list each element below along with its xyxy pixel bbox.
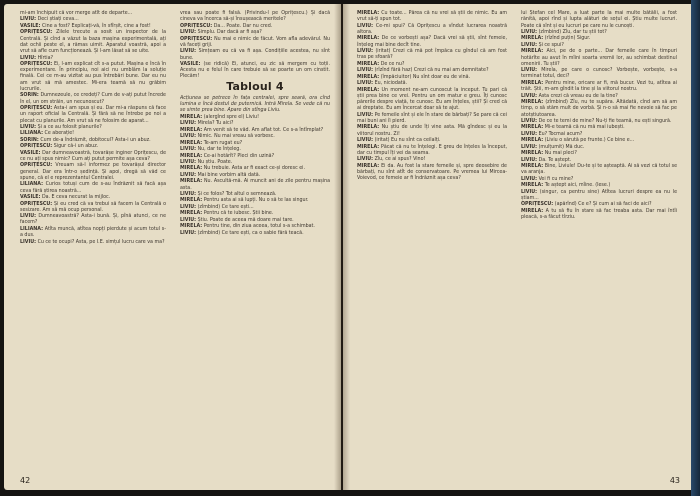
dialogue-line [20,137,166,143]
speaker-name: VASILE: [20,149,41,156]
speaker-name: LIVIU: [521,188,538,195]
dialogue-line [521,93,677,99]
speaker-name: MIRELA: [357,10,380,16]
dialogue-line [20,29,166,54]
dialogue-line [180,191,330,197]
right-page-column-2 [521,10,677,456]
dialogue-text: (zîmbind) Zîu, nu te supăra. Altădată, cînd am să am timp, o să stăm mult de vorbă. Și n-o să mai fie nevoie să fac pe atotștiutoarea. [521,99,677,118]
dialogue-text: Eu? Tocmai acum? [538,130,583,137]
dialogue-text: (zîmbind) Ce tare ești, ca o sabie fără teacă. [197,229,304,236]
speaker-name: LILIANA: [20,181,43,188]
dialogue-line [20,201,166,214]
dialogue-text: lui Ștefan cel Mare, a luat parte la mai multe bătălii, a fost rănită, apoi rînd și lupta alături de soțul ei. Știu multe lucruri. Poate că sînt și eu lucruri pe care nu le cunoști. [521,10,677,29]
dialogue-text: Da. Te aștept. [538,156,572,163]
dialogue-line [20,23,166,29]
dialogue-text: Mirela? Tu aici? [197,120,234,127]
dialogue-line [20,143,166,149]
dialogue-line [357,87,507,112]
dialogue-line [521,67,677,80]
dialogue-text: Și a ce au folosit planurile? [37,124,102,130]
dialogue-text: (iritat) Eu nu sînt ca ceilalți. [374,137,441,144]
speaker-name: LIVIU: [521,67,538,74]
dialogue-line [20,61,166,92]
dialogue-text: (alergînd spre el) Liviu! [203,113,259,120]
speaker-name: LIVIU: [180,146,197,153]
book-cover-edge [691,0,700,496]
dialogue-line [357,48,507,61]
dialogue-text: Mai bine vorbim altă dată. [197,171,261,178]
dialogue-line [521,10,677,29]
dialogue-line [180,217,330,223]
right-page-number: 43 [669,476,680,485]
dialogue-line [180,159,330,165]
dialogue-line [180,120,330,126]
dialogue-text: Dar dumneavoastră, tovarășe inginer Oprițescu, de ce nu ați spus nimic? Cum ați putut permite așa ceva? [20,149,166,162]
dialogue-text: Eu, niciodată. [374,80,408,87]
speaker-name: VASILE: [180,60,201,67]
speaker-name: LIVIU: [180,190,197,197]
dialogue-text: Curios totuși cum de s-au îndrăznit să facă așa ceva fără știrea noastră... [20,181,166,194]
dialogue-text: Acțiunea se petrece în fața centralei, spre seară, ora cînd lumina e încă destul de puternică. Intră Mirela. Se vede că nu se simte prea bine. Apare din stînga Liviu. [180,94,330,114]
left-page-column-2 [180,10,330,456]
dialogue-text: Asta crezi că vreau eu de la tine? [538,92,618,99]
dialogue-line [180,95,330,114]
left-page-column-1 [20,10,166,456]
dialogue-text: De ce vorbești așa? Dacă vrei să știi, sînt femeie, înțeleg mai bine decît tine. [357,35,507,48]
dialogue-text: (împăciuitor) Nu sînt doar eu de vină. [380,73,471,80]
dialogue-text: Deci știați ceva... [37,16,79,23]
dialogue-line [521,208,677,221]
dialogue-text: (zîmbind) Ce tare ești... [197,203,254,210]
dialogue-line [180,172,330,178]
dialogue-line [521,118,677,124]
speaker-name: LIVIU: [521,143,538,150]
dialogue-line [20,213,166,226]
speaker-name: LIVIU: [521,117,538,124]
speaker-name: LIVIU: [20,124,37,130]
speaker-name: MIRELA: [357,60,380,67]
speaker-name: MIRELA: [180,152,203,159]
dialogue-text: Ce-ai hotărît? Pleci din uzină? [203,152,275,159]
dialogue-text: (rîzînd puțin) Sigur. [544,35,591,42]
speaker-name: MIRELA: [357,86,380,93]
dialogue-text: Păcat că nu te înțelegi. E greu de înțeles la început, dar cu timpul îți vei da seama. [357,143,507,156]
dialogue-line [521,163,677,176]
dialogue-text: Zilele trecute a sosit un inspector de la Centrală. Și cînd a văzut la baza mașina experimentală, ați dat ochii peste el, a rămas uimit. Aparatul voastră, apoi a vrut să afle cum funcționează. Și l-am lăsat să se uite. [20,29,166,55]
speaker-name: MIRELA: [521,207,544,214]
dialogue-text: Mirela, pe care o cunosc? Vorbește, vorbește, s-a terminat totul, deci? [521,67,677,80]
dialogue-text: Te aștept aici, mîine. (Iese.) [544,182,611,189]
dialogue-line [180,61,330,80]
dialogue-line [180,223,330,229]
dialogue-text: (se ridică) Ei, atunci, eu zic să mergem cu toții. Acesta nu e felul în care trebuie să se poarte un om cinstit. Plecăm! [180,60,330,80]
dialogue-line [20,226,166,239]
dialogue-line [20,124,166,130]
dialogue-text: Ei da. Au fost la stare femeile și, spre deosebire de bărbați, nu sînt atît de conservatoare. Pe vremea lui Mircea-Voievod, ce femeie ar fi îndrăznit așa ceva? [357,162,507,182]
dialogue-line [180,165,330,171]
speaker-name: LIVIU: [357,137,374,144]
dialogue-line [180,210,330,216]
dialogue-text: Dumneavoastră? Asta-i bună. Și, pînă atunci, ce ne facem? [20,213,166,226]
speaker-name: LIVIU: [521,92,538,99]
speaker-name: LIVIU: [357,67,374,74]
dialogue-text: A tu să fiu în stare să fac treaba asta. Dar mai întîi pleacă, s-a făcut tîrziu. [521,207,677,220]
dialogue-line [180,230,330,236]
dialogue-text: Cum de-a îndrăznit, dobitocul? Asta-i un abuz. [40,136,151,143]
dialogue-line [20,239,166,245]
speaker-name: VASILE: [20,194,41,201]
dialogue-line [20,194,166,200]
dialogue-line [357,137,507,143]
dialogue-line [357,10,507,23]
dialogue-line [180,204,330,210]
speaker-name: MIRELA: [357,162,380,169]
dialogue-line [20,16,166,22]
speaker-name: MIRELA: [521,35,544,42]
dialogue-line [180,153,330,159]
speaker-name: LIVIU: [180,133,197,140]
speaker-name: MIRELA: [180,178,203,185]
speaker-name: MIRELA: [357,124,380,131]
dialogue-text: Da. E ceva necurat la mijloc. [41,194,111,201]
speaker-name: MIRELA: [521,99,544,105]
dialogue-line [521,48,677,67]
dialogue-line [521,201,677,207]
dialogue-text: Atîta muncă, atîtea nopți pierdute și acum totul s-a dus. [20,225,166,239]
speaker-name: LIVIU: [521,175,538,182]
dialogue-text: Nu știu. Poate. [197,158,233,165]
dialogue-text: (apărînd) Ce e? Și cum ai să faci de aici? [554,201,652,208]
dialogue-text: Și ce spui? [538,41,564,48]
dialogue-text: Zîu, ce ai spus? Vino! [374,156,426,163]
speaker-name: MIRELA: [180,197,203,204]
dialogue-line [180,114,330,120]
dialogue-text: Vreuam să-l informez pe tovarășul director general. Dar era într-o ședință. Și apoi, dregă să văd ce spune, că el e reprezentantul Centralei. [20,162,166,181]
dialogue-text: Nu știu de unde îți vine asta. Mă gîndesc și eu la viitorul nostru. Zi! [357,124,507,137]
dialogue-line [20,181,166,194]
dialogue-line [180,48,330,61]
dialogue-line [180,29,330,35]
dialogue-text: Vei fi cu mine? [538,175,574,182]
speaker-name: LIVIU: [180,216,197,223]
dialogue-text: Știu. Poate de aceea mă doare mai tare. [197,216,294,223]
dialogue-text: Dumnezeule, ce credeți? Cum de v-ați putut încrede în el, un om străin, un necunoscut? [20,92,166,105]
dialogue-line [521,131,677,137]
dialogue-line [180,127,330,133]
speaker-name: MIRELA: [357,73,380,80]
dialogue-text: Da... Poate. Dar nu cred. [213,22,273,29]
speaker-name: LIVIU: [180,158,197,165]
speaker-name: LIVIU: [180,203,197,210]
speaker-name: MIRELA: [180,165,203,172]
dialogue-line [521,35,677,41]
dialogue-line [357,35,507,48]
dialogue-text: (Liviu o sărută pe frunte.) Ce bine e... [544,137,635,144]
speaker-name: LIVIU: [521,130,538,137]
dialogue-text: Pe femeile sînt și ele în stare de bărbați? Se pare că cei mai buni ani îi pierd. [357,111,507,124]
speaker-name: MIRELA: [180,139,203,146]
dialogue-line [357,67,507,73]
dialogue-line [20,130,166,136]
speaker-name: LIVIU: [20,238,37,245]
speaker-name: MIRELA: [180,113,203,120]
dialogue-line [521,144,677,150]
speaker-name: MIRELA: [357,35,380,42]
speaker-name: LIVIU: [20,213,37,220]
speaker-name: LIVIU: [180,48,197,55]
right-page-column-1 [357,10,507,456]
dialogue-line [20,150,166,163]
dialogue-text: Cine a fost? Explicați-vă, în sfîrșit, cine a fost! [41,22,151,29]
dialogue-line [180,140,330,146]
dialogue-line [180,23,330,29]
dialogue-text: Nu trebuie. Asta ar fi exact ce-și doresc ei. [203,165,305,172]
speaker-name: MIRELA: [521,182,544,189]
dialogue-line [521,189,677,202]
dialogue-line [521,176,677,182]
right-page [343,4,694,490]
speaker-name: OPRIȚESCU: [20,105,53,112]
dialogue-line [357,163,507,182]
speaker-name: LIVIU: [180,171,197,178]
speaker-name: LIVIU: [357,48,374,55]
dialogue-line [180,36,330,49]
dialogue-line [357,80,507,86]
dialogue-text: Nu mai pleci? [544,150,577,157]
dialogue-line [20,10,166,16]
dialogue-text: Simțeam eu că va fi așa. Condițiile acestea, nu sînt bune. [180,48,330,61]
dialogue-line [357,112,507,125]
scene-title: Tabloul 4 [226,79,284,93]
dialogue-line [521,150,677,156]
dialogue-line [20,162,166,181]
dialogue-text: De ce te temi de mine? Nu-ți fie teamă, nu ești singură. [538,117,672,124]
dialogue-text: Aici, pe de o parte... Dar femeile care în timpuri hotărîte au avut în mîini soarta vremii lor, au schimbat destinul omenirii. Tu știi? [521,48,677,67]
dialogue-line [20,55,166,61]
dialogue-line [180,178,330,191]
speaker-name: OPRIȚESCU: [521,201,554,208]
dialogue-text: Te-am rugat eu? [203,139,243,146]
dialogue-line [357,23,507,36]
dialogue-text: Nu mai e nimic de făcut. Vom afla adevărul. Nu vă faceți griji. [180,35,330,48]
dialogue-text: Pentru că te iubesc. Știi bine. [203,210,274,217]
dialogue-text: Pentru tine, din ziua aceea, totul s-a schimbat. [203,223,315,230]
dialogue-text: Hîrtia? [37,54,54,61]
speaker-name: OPRIȚESCU: [20,143,53,150]
dialogue-line [20,105,166,124]
speaker-name: MIRELA: [521,137,544,144]
dialogue-line [521,99,677,118]
dialogue-text: Nimic. Nu mai vreau să vorbesc. [197,133,275,140]
dialogue-line [357,74,507,80]
dialogue-line [180,133,330,139]
dialogue-text: Sigur că-i un abuz. [53,143,99,150]
dialogue-text: (iritat) Crezi că mă pot împăca cu gîndul că am fost tras pe sfoară? [357,48,507,61]
speaker-name: OPRIȚESCU: [180,35,213,42]
left-page [4,4,341,490]
speaker-name: LIVIU: [357,111,374,118]
dialogue-line [357,156,507,162]
dialogue-text: Cu toate... Părea că nu vrei să știi de nimic. Eu am vrut să-ți spun tot. [357,10,507,23]
speaker-name: MIRELA: [180,126,203,133]
dialogue-text: Mi-e teamă că nu mă mai iubești. [544,124,625,131]
speaker-name: LIVIU: [357,156,374,163]
dialogue-text: Nu. Ascultă-mă. Ai muncit ani de zile pentru mașina asta. [180,178,330,191]
dialogue-line [180,197,330,203]
speaker-name: LIVIU: [357,22,374,29]
dialogue-line [357,124,507,137]
speaker-name: LIVIU: [180,229,197,236]
speaker-name: LIVIU: [20,16,37,23]
left-page-number: 42 [20,476,31,485]
speaker-name: OPRIȚESCU: [20,200,53,207]
speaker-name: LIVIU: [521,156,538,163]
speaker-name: LILIANA: [20,225,43,232]
dialogue-line [521,182,677,188]
dialogue-text: Cu ce te ocupi? Asta, pe I.E. simțul lucru care va ma? [37,238,165,245]
speaker-name: MIRELA: [521,124,544,131]
dialogue-text: De ce nu? [380,60,405,67]
dialogue-text: Bine, Liviule! Du-te și te așteaptă. Ai să vezi că totul se va aranja. [521,163,677,176]
speaker-name: SORIN: [20,136,39,143]
speaker-name: LILIANA: [20,130,43,137]
dialogue-text: Simplu. Dar dacă ar fi așa? [197,29,262,36]
dialogue-text: Și eu cred că va trebui să facem la Centrală o sesizare. Am să mă ocup personal. [20,200,166,213]
speaker-name: OPRIȚESCU: [180,22,213,29]
dialogue-line [521,80,677,93]
speaker-name: OPRIȚESCU: [20,29,53,36]
speaker-name: VASILE: [20,22,41,29]
speaker-name: LIVIU: [357,80,374,87]
speaker-name: LIVIU: [521,41,538,48]
speaker-name: MIRELA: [521,48,544,55]
speaker-name: MIRELA: [521,163,544,169]
dialogue-line [180,146,330,152]
dialogue-text: mi-am închipuit că vor merge atît de departe... [20,10,133,16]
dialogue-line [180,10,330,23]
dialogue-text: (zîmbind) Zîu, dar tu știi tot? [538,28,607,35]
dialogue-text: Pentru asta ai să lupți. Nu o să te las singur. [203,197,309,204]
speaker-name: LIVIU: [521,28,538,35]
speaker-name: MIRELA: [180,210,203,217]
dialogue-text: Ce aberație! [44,130,75,137]
speaker-name: MIRELA: [180,223,203,230]
dialogue-line [521,157,677,163]
dialogue-text: Asta-i am spus și eu. Dar mi-a răspuns că face un raport oficial la Centrală. Și fără să ne întrebe pe noi a plecat cu planurile. Am vrut să ne folosim de aparat... [20,105,166,124]
dialogue-text: (singur, ca pentru sine) Atîtea lucruri despre ea nu le știam... [521,188,677,201]
speaker-name: LIVIU: [20,54,37,61]
dialogue-line [20,92,166,105]
dialogue-text: Am venit să te văd. Am aflat tot. Ce s-a întîmplat? [203,126,324,133]
dialogue-text: (mulțumit) Mă duc. [538,143,585,150]
dialogue-line [521,124,677,130]
speaker-name: OPRIȚESCU: [20,162,53,169]
dialogue-line [521,137,677,143]
dialogue-text: Nu, dar te înțeleg. [197,146,241,153]
dialogue-text: Ce-mi spui? Că Oprițescu a vîndut lucrarea noastră altora. [357,22,507,35]
speaker-name: MIRELA: [521,79,544,86]
dialogue-text: Pentru mine, oricare ar fi, mă bucur. Vezi tu, atîtea ai trăit. Știi, m-am gîndit la tine și la viitorul nostru. [521,79,677,93]
dialogue-text: Un moment ne-am cunoscut la inceput. Tu pari că știi prea bine ce vrei. Pentru un om matur e greu. Îți cunosc părerile despre viață, te cunosc. Eu am înțeles, știi? Și cred că ai dreptate. Eu am încercat doar să te ajut. [357,86,507,112]
dialogue-line [357,144,507,157]
dialogue-text: (rîzînd fără haz) Crezi că nu mai am demnitate? [374,67,489,74]
speaker-name: LIVIU: [180,120,197,127]
speaker-name: SORIN: [20,92,39,99]
dialogue-text: Și ce folos? Tot altul o semnează. [197,190,277,197]
dialogue-text: vrea sau poate fi falsă. (Privindu-l pe Oprițescu.) Și dacă cineva va încerca să-și însușească meritele? [180,10,330,23]
speaker-name: MIRELA: [357,143,380,150]
speaker-name: LIVIU: [180,29,197,36]
speaker-name: OPRIȚESCU: [20,60,53,67]
speaker-name: MIRELA: [521,150,544,157]
dialogue-text: Ei, l-am explicat cît s-a putut. Mașina e încă în experimentare. În principiu, noi aici nu umblăm la soluție finală. Cei ce m-au vizitat au pus întrebări bune. Dar eu nu am vrut să mă amestec. Mi-era teamă să nu grăbim lucrurile. [20,60,166,92]
